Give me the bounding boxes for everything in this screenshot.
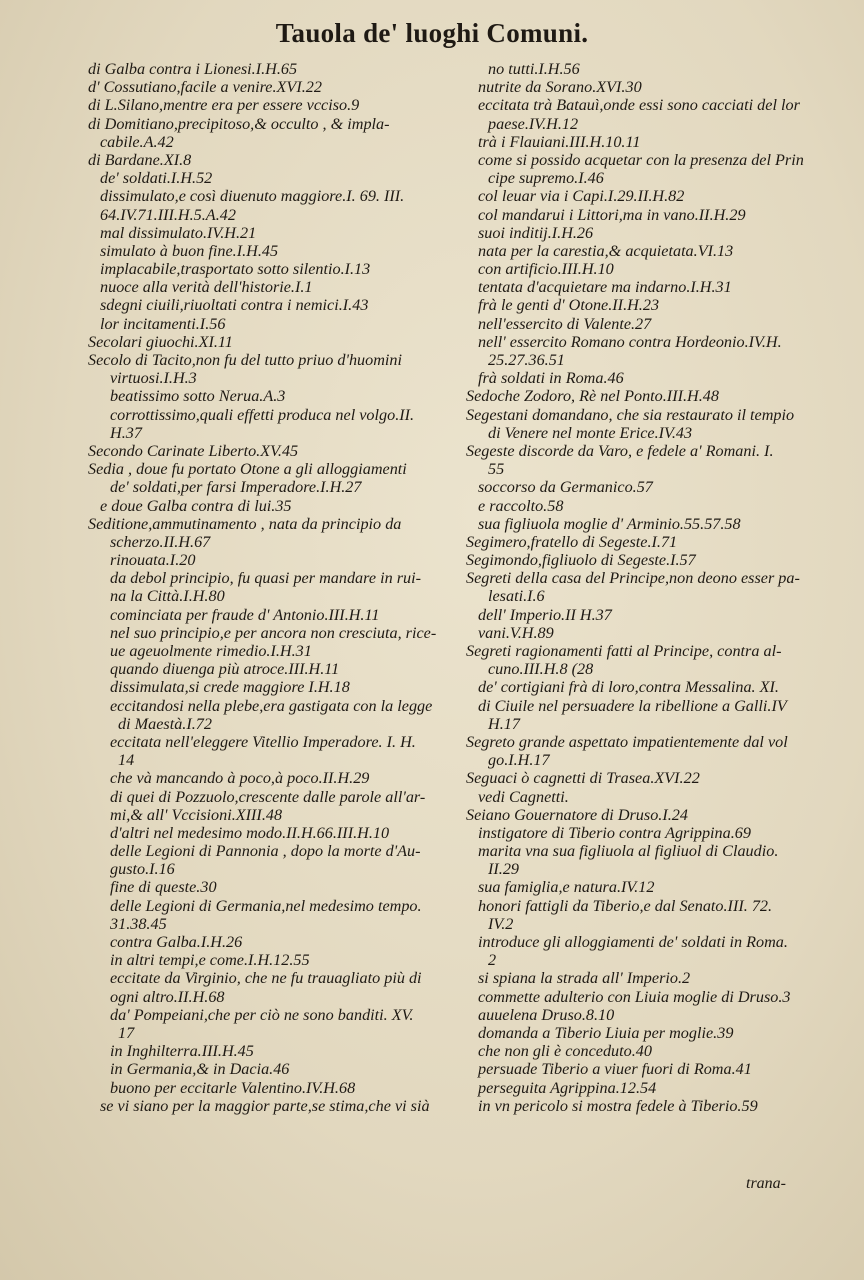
- index-line: eccitata trà Batauì,onde essi sono cacciati del lor: [478, 96, 800, 115]
- index-line: nutrite da Sorano.XVI.30: [478, 78, 642, 97]
- index-line: IV.2: [488, 914, 514, 933]
- index-line: go.I.H.17: [488, 751, 550, 770]
- index-line: d'altri nel medesimo modo.II.H.66.III.H.10: [110, 823, 390, 842]
- index-line: cuno.III.H.8 (28: [488, 660, 594, 679]
- index-line: che non gli è conceduto.40: [478, 1042, 652, 1061]
- index-line: 55: [488, 460, 505, 479]
- index-line: in altri tempi,e come.I.H.12.55: [110, 951, 310, 970]
- index-line: e doue Galba contra di lui.35: [100, 496, 292, 515]
- index-line: na la Città.I.H.80: [110, 587, 225, 606]
- index-line: instigatore di Tiberio contra Agrippina.69: [478, 823, 751, 842]
- index-line: in vn pericolo si mostra fedele à Tiberio.59: [478, 1096, 758, 1115]
- index-line: Sedoche Zodoro, Rè nel Ponto.III.H.48: [466, 387, 719, 406]
- index-line: in Germania,& in Dacia.46: [110, 1060, 290, 1079]
- index-line: sua famiglia,e natura.IV.12: [478, 878, 655, 897]
- index-line: frà le genti d' Otone.II.H.23: [478, 296, 660, 315]
- index-line: di Venere nel monte Erice.IV.43: [488, 423, 693, 442]
- index-line: no tutti.I.H.56: [488, 60, 580, 78]
- index-line: col leuar via i Capi.I.29.II.H.82: [478, 187, 685, 206]
- index-line: scherzo.II.H.67: [110, 532, 211, 551]
- index-line: in Inghilterra.III.H.45: [110, 1042, 254, 1061]
- index-line: 31.38.45: [110, 914, 167, 933]
- index-line: cipe supremo.I.46: [488, 169, 604, 188]
- index-line: nell' essercito Romano contra Hordeonio.IV.H.: [478, 332, 782, 351]
- index-line: beatissimo sotto Nerua.A.3: [110, 387, 286, 406]
- index-line: eccitandosi nella plebe,era gastigata con la legge: [110, 696, 433, 715]
- page-title: Tauola de' luoghi Comuni.: [275, 18, 589, 48]
- index-line: honori fattigli da Tiberio,e dal Senato.III. 72.: [478, 896, 773, 915]
- index-line: come si possido acquetar con la presenza del Prin: [478, 150, 804, 169]
- index-line: di Galba contra i Lionesi.I.H.65: [88, 60, 298, 78]
- index-line: di quei di Pozzuolo,crescente dalle parole all'ar-: [110, 787, 426, 806]
- index-line: cominciata per fraude d' Antonio.III.H.11: [110, 605, 380, 624]
- index-line: tentata d'acquietare ma indarno.I.H.31: [478, 278, 732, 297]
- index-line: contra Galba.I.H.26: [110, 933, 243, 951]
- index-line: delle Legioni di Germania,nel medesimo tempo.: [110, 896, 422, 915]
- index-line: de' soldati.I.H.52: [100, 169, 213, 188]
- index-line: Segeste discorde da Varo, e fedele a' Romani. I.: [466, 441, 774, 460]
- index-line: gusto.I.16: [110, 860, 175, 879]
- index-line: col mandarui i Littori,ma in vano.II.H.29: [478, 205, 746, 224]
- index-line: da debol principio, fu quasi per mandare in rui-: [110, 569, 421, 588]
- index-line: 64.IV.71.III.H.5.A.42: [100, 205, 236, 224]
- index-line: eccitate da Virginio, che ne fu trauagliato più di: [110, 969, 422, 988]
- index-line: corrottissimo,quali effetti produca nel volgo.II.: [110, 405, 415, 424]
- index-line: Secolari giuochi.XI.11: [88, 332, 233, 351]
- index-line: nell'essercito di Valente.27: [478, 314, 652, 333]
- index-line: se vi siano per la maggior parte,se stima,che vi sià: [100, 1096, 430, 1115]
- index-line: de' soldati,per farsi Imperadore.I.H.27: [110, 478, 362, 497]
- index-line: frà soldati in Roma.46: [478, 369, 624, 388]
- index-line: delle Legioni di Pannonia , dopo la morte d'Au-: [110, 842, 421, 861]
- index-line: dell' Imperio.II H.37: [478, 605, 612, 624]
- index-line: introduce gli alloggiamenti de' soldati in Roma.: [478, 933, 788, 951]
- index-line: cabile.A.42: [100, 132, 174, 151]
- index-line: 14: [118, 751, 135, 770]
- index-line: Segreto grande aspettato impatientemente dal vol: [466, 732, 788, 751]
- index-line: H.37: [110, 423, 142, 442]
- index-line: da' Pompeiani,che per ciò ne sono banditi. XV.: [110, 1005, 414, 1024]
- index-line: mi,& all' Vccisioni.XIII.48: [110, 805, 283, 824]
- left-index-column: [88, 60, 478, 1115]
- index-line: di Domitiano,precipitoso,& occulto , & impla-: [88, 114, 390, 133]
- index-line: virtuosi.I.H.3: [110, 369, 197, 388]
- index-line: de' cortigiani frà di loro,contra Messalina. XI.: [478, 678, 779, 697]
- index-line: H.17: [488, 714, 520, 733]
- index-line: rinouata.I.20: [110, 551, 196, 570]
- index-line: Seiano Gouernatore di Druso.I.24: [466, 805, 688, 824]
- index-line: sua figliuola moglie d' Arminio.55.57.58: [478, 514, 741, 533]
- index-line: perseguita Agrippina.12.54: [478, 1078, 657, 1097]
- index-line: nuoce alla verità dell'historie.I.1: [100, 278, 313, 297]
- right-index-column: [466, 60, 832, 1115]
- index-line: vani.V.H.89: [478, 623, 554, 642]
- index-line: Secondo Carinate Liberto.XV.45: [88, 441, 299, 460]
- index-line: lesati.I.6: [488, 587, 545, 606]
- index-line: Seguaci ò cagnetti di Trasea.XVI.22: [466, 769, 700, 788]
- index-line: ue ageuolmente rimedio.I.H.31: [110, 642, 312, 660]
- index-line: si spiana la strada all' Imperio.2: [478, 969, 691, 988]
- index-line: fine di queste.30: [110, 878, 217, 897]
- index-line: suoi inditij.I.H.26: [478, 223, 594, 242]
- index-line: Seditione,ammutinamento , nata da principio da: [88, 514, 402, 533]
- index-line: di Bardane.XI.8: [88, 150, 192, 169]
- catchword: trana-: [746, 1175, 786, 1192]
- index-line: che và mancando à poco,à poco.II.H.29: [110, 769, 370, 788]
- index-line: di L.Silano,mentre era per essere vcciso.9: [88, 96, 360, 115]
- index-line: Segreti ragionamenti fatti al Principe, contra al-: [466, 642, 782, 660]
- index-line: dissimulato,e così diuenuto maggiore.I. 69. III.: [100, 187, 405, 206]
- index-line: paese.IV.H.12: [488, 114, 579, 133]
- index-line: Segreti della casa del Principe,non deono esser pa-: [466, 569, 800, 588]
- index-line: dissimulata,si crede maggiore I.H.18: [110, 678, 350, 697]
- index-line: ogni altro.II.H.68: [110, 987, 225, 1006]
- index-line: Segimondo,figliuolo di Segeste.I.57: [466, 551, 696, 570]
- index-line: nel suo principio,e per ancora non cresciuta, rice-: [110, 623, 437, 642]
- index-line: Secolo di Tacito,non fu del tutto priuo d'huomini: [88, 351, 403, 369]
- index-line: nata per la carestia,& acquietata.VI.13: [478, 241, 734, 260]
- index-line: 17: [118, 1023, 135, 1042]
- index-line: simulato à buon fine.I.H.45: [100, 241, 279, 260]
- index-line: 2: [488, 951, 497, 970]
- index-line: mal dissimulato.IV.H.21: [100, 223, 257, 242]
- index-line: buono per eccitarle Valentino.IV.H.68: [110, 1078, 356, 1097]
- index-line: con artificio.III.H.10: [478, 260, 614, 279]
- index-line: Segestani domandano, che sia restaurato il tempio: [466, 405, 795, 424]
- index-line: quando diuenga più atroce.III.H.11: [110, 660, 340, 679]
- index-line: persuade Tiberio a viuer fuori di Roma.41: [478, 1060, 752, 1079]
- index-line: soccorso da Germanico.57: [478, 478, 653, 497]
- index-line: di Maestà.I.72: [118, 714, 212, 733]
- index-line: Segimero,fratello di Segeste.I.71: [466, 532, 678, 551]
- index-line: trà i Flauiani.III.H.10.11: [478, 132, 641, 151]
- index-line: auuelena Druso.8.10: [478, 1005, 615, 1024]
- index-line: commette adulterio con Liuia moglie di Druso.3: [478, 987, 791, 1006]
- index-line: Sedia , doue fu portato Otone a gli alloggiamenti: [88, 460, 407, 479]
- index-line: domanda a Tiberio Liuia per moglie.39: [478, 1023, 734, 1042]
- index-line: marita vna sua figliuola al figliuol di Claudio.: [478, 842, 779, 861]
- index-line: II.29: [488, 860, 520, 879]
- index-line: implacabile,trasportato sotto silentio.I.13: [100, 260, 371, 279]
- index-line: e raccolto.58: [478, 496, 564, 515]
- index-line: eccitata nell'eleggere Vitellio Imperadore. I. H.: [110, 732, 416, 751]
- index-line: vedi Cagnetti.: [478, 787, 569, 806]
- index-line: sdegni ciuili,riuoltati contra i nemici.I.43: [100, 296, 369, 315]
- index-line: 25.27.36.51: [488, 351, 565, 369]
- index-line: d' Cossutiano,facile a venire.XVI.22: [88, 78, 322, 97]
- index-line: di Ciuile nel persuadere la ribellione a Galli.IV: [478, 696, 787, 715]
- index-line: lor incitamenti.I.56: [100, 314, 226, 333]
